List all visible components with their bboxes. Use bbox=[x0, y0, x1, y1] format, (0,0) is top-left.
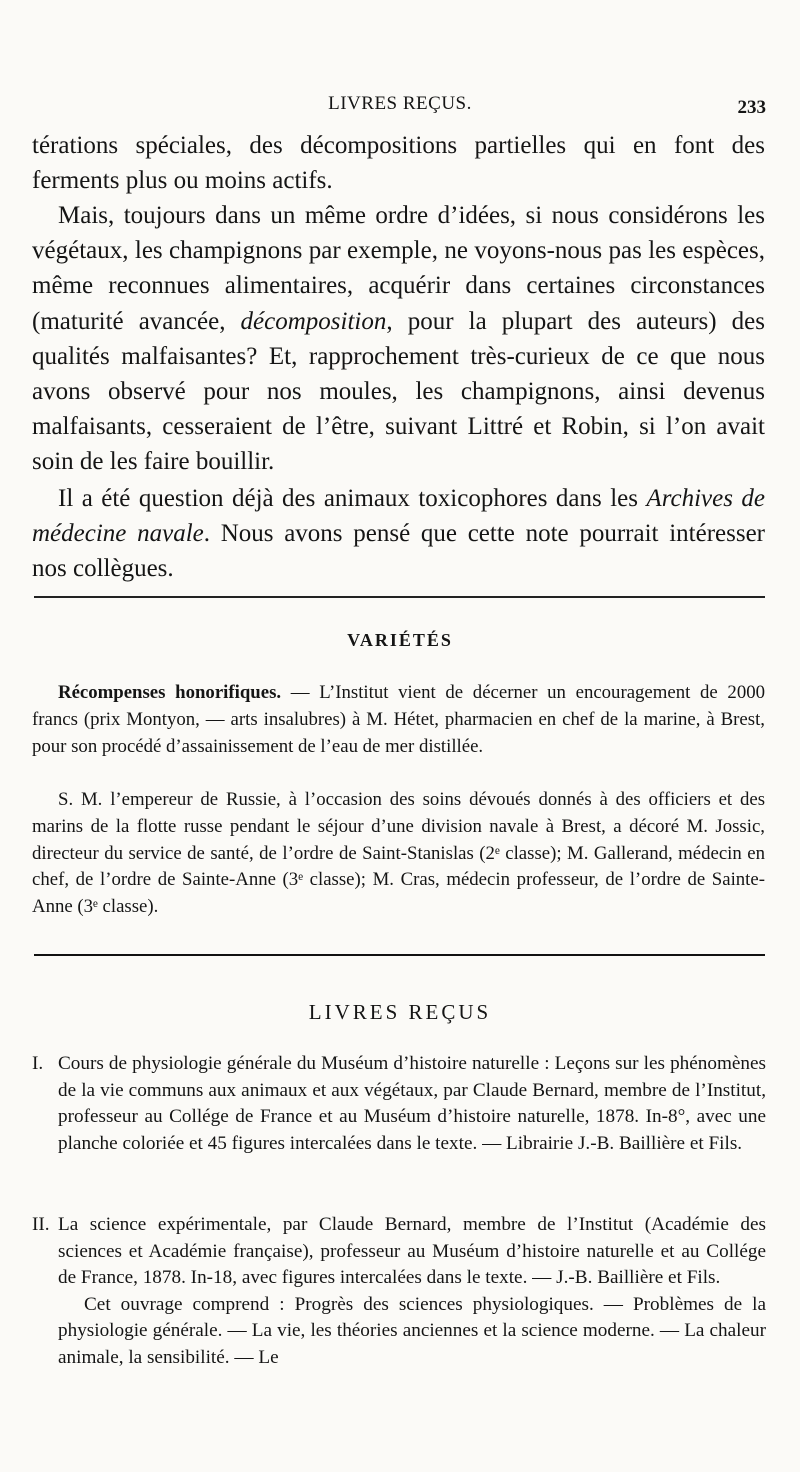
journal-title: Archives de médecine navale bbox=[32, 485, 765, 548]
paragraph-text: , pour la plupart des auteurs) des qualités malfaisantes? Et, rapprochement très-curieux de ce que nous avons observé pour nos moules, les champignons, ainsi devenus malfaisants, cesseraient de l’être, suivant Littré et Robin, si l’on avait soin de les faire bouillir. bbox=[32, 307, 766, 476]
book-entry-2 bbox=[32, 1212, 766, 1372]
livres-recus-heading: LIVRES REÇUS bbox=[308, 1000, 492, 1024]
page-number: 233 bbox=[737, 97, 766, 118]
entry-text: La science expérimentale, par Claude Bernard, membre de l’Institut (Académie des sciences et Académie française), professeur au Muséum d’histoire naturelle et au Collége de France, 1878. In-18, avec figures intercalées dans le texte. — J.-B. Baillière et Fils. bbox=[58, 1214, 766, 1289]
body-paragraph-continuation bbox=[32, 128, 765, 198]
paragraph-text: S. M. l’empereur de Russie, à l’occasion des soins dévoués donnés à des officiers et des marins de la flotte russe pendant le séjour d’une division navale à Brest, a décoré M. Jossic, directeur du service de santé, de l’ordre de Saint-Stanislas (2ᵉ classe); M. Gallerand, médecin en chef, de l’ordre de Sainte-Anne (3ᵉ classe); M. Cras, médecin professeur, de l’ordre de Sainte-Anne (3ᵉ classe). bbox=[32, 789, 765, 918]
run-in-heading: Récompenses honorifiques. bbox=[58, 682, 282, 703]
entry-text: Cours de physiologie générale du Muséum d’histoire naturelle : Leçons sur les phénomènes de la vie communs aux animaux et aux végétaux, par Claude Bernard, membre de l’Institut, professeur au Collége de France et au Muséum d’histoire naturelle, 1878. In-8°, avec une planche coloriée et 45 figures intercalées dans le texte. — Librairie J.-B. Baillière et Fils. bbox=[58, 1053, 766, 1154]
varietes-heading: VARIÉTÉS bbox=[347, 630, 453, 650]
entry-number: II. bbox=[32, 1214, 50, 1235]
paragraph-text: . Nous avons pensé que cette note pourrait intéresser nos collègues. bbox=[32, 520, 765, 583]
running-title: LIVRES REÇUS. bbox=[328, 93, 472, 114]
entry-number: I. bbox=[32, 1053, 44, 1074]
italic-term: décomposition bbox=[240, 307, 387, 335]
body-paragraph-toxicophores bbox=[32, 481, 765, 587]
paragraph-text: — L’Institut vient de décerner un encouragement de 2000 francs (prix Montyon, — arts insalubres) à M. Hétet, pharmacien en chef de la marine, à Brest, pour son procédé d’assainissement de l’eau de mer distillée. bbox=[32, 682, 765, 757]
paragraph-text: térations spéciales, des décompositions partielles qui en font des ferments plus ou moins actifs. bbox=[32, 132, 765, 195]
paragraph-text: Il a été question déjà des animaux toxicophores dans les bbox=[58, 485, 647, 512]
entry-contents: Cet ouvrage comprend : Progrès des sciences physiologiques. — Problèmes de la physiologie générale. — La vie, les théories anciennes et la science moderne. — La chaleur animale, la sensibilité. — Le bbox=[58, 1293, 766, 1368]
paragraph-text: Mais, toujours dans un même ordre d’idées, si nous considérons les végétaux, les champignons par exemple, ne voyons-nous pas les espèces, même reconnues alimentaires, acquérir dans certaines circonstances (maturité avancée, bbox=[32, 202, 765, 335]
varietes-paragraph-recompenses bbox=[32, 680, 765, 760]
varietes-paragraph-russie bbox=[32, 787, 765, 921]
book-entry-1 bbox=[32, 1051, 766, 1157]
section-rule bbox=[34, 954, 765, 956]
running-head bbox=[0, 93, 800, 121]
section-rule bbox=[34, 596, 765, 598]
body-paragraph-champignons bbox=[32, 198, 765, 480]
